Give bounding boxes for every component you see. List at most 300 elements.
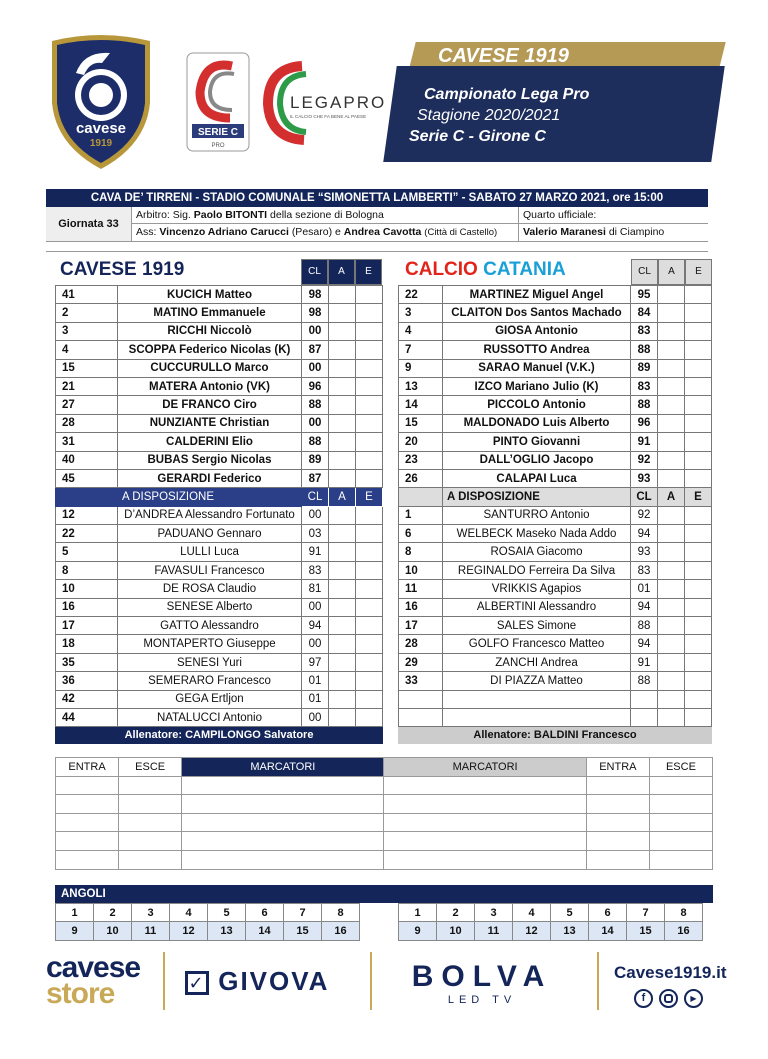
home-starter-e bbox=[356, 396, 383, 414]
home-starter-a bbox=[329, 451, 356, 469]
away-starter-e bbox=[685, 396, 712, 414]
away-starter-row bbox=[399, 304, 712, 322]
home-starter-a bbox=[329, 433, 356, 451]
home-bench-name: FAVASULI Francesco bbox=[118, 561, 302, 579]
home-bench-cl: 03 bbox=[302, 525, 329, 543]
home-bench-a bbox=[329, 617, 356, 635]
home-bench-cl: 83 bbox=[302, 561, 329, 579]
away-starter-row bbox=[399, 414, 712, 432]
home-bench-name: SENESE Alberto bbox=[118, 598, 302, 616]
away-bench-num: 29 bbox=[399, 653, 443, 671]
scorers-cell bbox=[119, 795, 182, 814]
away-bench-a bbox=[658, 617, 685, 635]
cavese-store-logo bbox=[46, 951, 141, 1010]
store-text-1: cavese bbox=[46, 951, 141, 984]
home-starter-a bbox=[329, 377, 356, 395]
away-starter-name: GIOSA Antonio bbox=[443, 322, 631, 340]
home-roster bbox=[55, 285, 383, 727]
home-starter-num: 3 bbox=[56, 322, 118, 340]
corner-cell: 7 bbox=[284, 904, 322, 922]
away-starter-a bbox=[658, 451, 685, 469]
away-starter-row bbox=[399, 341, 712, 359]
home-starter-row bbox=[56, 341, 383, 359]
away-starter-e bbox=[685, 377, 712, 395]
home-starter-num: 4 bbox=[56, 341, 118, 359]
scorers-cell bbox=[56, 776, 119, 795]
away-bench-col-cl: CL bbox=[631, 488, 658, 506]
away-corners-row bbox=[399, 922, 703, 940]
home-bench-num: 18 bbox=[56, 635, 118, 653]
away-bench-e bbox=[685, 672, 712, 690]
series: Serie C - Girone C bbox=[409, 128, 546, 145]
away-starter-a bbox=[658, 469, 685, 487]
away-bench-row bbox=[399, 543, 712, 561]
home-starter-num: 31 bbox=[56, 433, 118, 451]
home-bench-e bbox=[356, 672, 383, 690]
away-roster bbox=[398, 285, 712, 727]
away-bench-row bbox=[399, 561, 712, 579]
home-bench-name: MONTAPERTO Giuseppe bbox=[118, 635, 302, 653]
corner-cell: 9 bbox=[399, 922, 437, 940]
home-bench-name: NATALUCCI Antonio bbox=[118, 708, 302, 726]
home-starter-name: CUCCURULLO Marco bbox=[118, 359, 302, 377]
scorers-cell bbox=[384, 850, 586, 869]
home-starter-row bbox=[56, 433, 383, 451]
away-bench-num bbox=[399, 690, 443, 708]
corner-cell: 4 bbox=[170, 904, 208, 922]
away-bench-cl: 94 bbox=[631, 525, 658, 543]
away-bench-name: ALBERTINI Alessandro bbox=[443, 598, 631, 616]
referee-prefix: Arbitro: Sig. bbox=[136, 209, 191, 221]
away-bench-cl: 88 bbox=[631, 617, 658, 635]
corner-cell: 3 bbox=[132, 904, 170, 922]
home-starter-a bbox=[329, 304, 356, 322]
scorers-cell bbox=[119, 832, 182, 851]
away-bench-e bbox=[685, 580, 712, 598]
away-starter-cl: 95 bbox=[631, 286, 658, 304]
season: Stagione 2020/2021 bbox=[417, 107, 561, 124]
corner-cell: 5 bbox=[208, 904, 246, 922]
home-starter-num: 15 bbox=[56, 359, 118, 377]
home-starter-a bbox=[329, 414, 356, 432]
away-bench-a bbox=[658, 653, 685, 671]
home-starter-num: 45 bbox=[56, 469, 118, 487]
away-starter-num: 4 bbox=[399, 322, 443, 340]
serie-c-logo bbox=[186, 52, 250, 152]
away-bench-name: ZANCHI Andrea bbox=[443, 653, 631, 671]
legapro-label: LEGAPRO bbox=[290, 93, 387, 112]
scorers-cell bbox=[649, 832, 712, 851]
home-starter-cl: 00 bbox=[302, 322, 329, 340]
away-bench-col-a: A bbox=[658, 488, 685, 506]
away-bench-row bbox=[399, 653, 712, 671]
assistants-prefix: Ass: bbox=[136, 226, 157, 238]
home-bench-cl: 00 bbox=[302, 635, 329, 653]
home-bench-num: 22 bbox=[56, 525, 118, 543]
home-starter-row bbox=[56, 469, 383, 487]
scorers-cell bbox=[384, 795, 586, 814]
away-team-name-part2: CATANIA bbox=[483, 259, 566, 280]
home-starter-e bbox=[356, 304, 383, 322]
home-starter-e bbox=[356, 341, 383, 359]
corner-cell: 6 bbox=[246, 904, 284, 922]
away-team-name-part1: CALCIO bbox=[405, 259, 478, 280]
website[interactable]: Cavese1919.it bbox=[614, 963, 727, 982]
home-bench-a bbox=[329, 525, 356, 543]
away-starter-a bbox=[658, 377, 685, 395]
bolva-text: BOLVA bbox=[411, 960, 553, 993]
club-title: CAVESE 1919 bbox=[438, 45, 569, 67]
home-bench-a bbox=[329, 708, 356, 726]
home-bench-name: LULLI Luca bbox=[118, 543, 302, 561]
away-corners-row bbox=[399, 904, 703, 922]
serie-c-label: SERIE C bbox=[197, 127, 239, 138]
away-bench-a bbox=[658, 598, 685, 616]
corner-cell: 12 bbox=[170, 922, 208, 940]
away-starter-a bbox=[658, 341, 685, 359]
away-starter-a bbox=[658, 359, 685, 377]
away-starter-cl: 89 bbox=[631, 359, 658, 377]
away-starter-cl: 92 bbox=[631, 451, 658, 469]
away-bench-row bbox=[399, 708, 712, 726]
home-bench-e bbox=[356, 561, 383, 579]
away-bench-row bbox=[399, 580, 712, 598]
home-bench-name: GATTO Alessandro bbox=[118, 617, 302, 635]
away-bench-e bbox=[685, 653, 712, 671]
home-bench-cl: 91 bbox=[302, 543, 329, 561]
away-starter-row bbox=[399, 359, 712, 377]
bolva-sub: LED TV bbox=[447, 994, 517, 1006]
home-bench-cl: 01 bbox=[302, 672, 329, 690]
away-starter-row bbox=[399, 451, 712, 469]
away-bench-e bbox=[685, 543, 712, 561]
assistant-1: Vincenzo Adriano Carucci bbox=[159, 226, 289, 238]
away-bench-cl bbox=[631, 690, 658, 708]
away-bench-num: 8 bbox=[399, 543, 443, 561]
home-starter-cl: 00 bbox=[302, 359, 329, 377]
home-corners bbox=[55, 903, 360, 941]
scorers-cell bbox=[182, 832, 384, 851]
away-starter-num: 9 bbox=[399, 359, 443, 377]
away-bench-name: ROSAIA Giacomo bbox=[443, 543, 631, 561]
logo-text: cavese bbox=[75, 120, 127, 137]
away-starter-e bbox=[685, 414, 712, 432]
home-starter-cl: 96 bbox=[302, 377, 329, 395]
corner-cell: 4 bbox=[513, 904, 551, 922]
home-bench-row bbox=[56, 635, 383, 653]
away-bench-name bbox=[443, 708, 631, 726]
home-bench-row bbox=[56, 525, 383, 543]
corner-cell: 1 bbox=[399, 904, 437, 922]
givova-logo bbox=[185, 966, 329, 997]
away-bench-row bbox=[399, 672, 712, 690]
corner-cell: 14 bbox=[589, 922, 627, 940]
away-bench-name: REGINALDO Ferreira Da Silva bbox=[443, 561, 631, 579]
away-bench-name bbox=[443, 690, 631, 708]
home-starter-a bbox=[329, 359, 356, 377]
away-starter-a bbox=[658, 414, 685, 432]
home-bench-num: 8 bbox=[56, 561, 118, 579]
scorers-cell bbox=[649, 850, 712, 869]
away-starter-name: RUSSOTTO Andrea bbox=[443, 341, 631, 359]
away-bench-name: GOLFO Francesco Matteo bbox=[443, 635, 631, 653]
home-starter-row bbox=[56, 304, 383, 322]
referee-line bbox=[132, 207, 518, 224]
away-starter-e bbox=[685, 304, 712, 322]
away-bench-num: 33 bbox=[399, 672, 443, 690]
home-bench-num: 12 bbox=[56, 506, 118, 524]
corner-cell: 16 bbox=[665, 922, 703, 940]
home-starter-num: 40 bbox=[56, 451, 118, 469]
home-starter-row bbox=[56, 451, 383, 469]
home-bench-a bbox=[329, 653, 356, 671]
youtube-icon[interactable]: ▶ bbox=[684, 989, 703, 1008]
home-bench-e bbox=[356, 690, 383, 708]
away-bench-e bbox=[685, 690, 712, 708]
home-bench-row bbox=[56, 561, 383, 579]
away-starter-num: 14 bbox=[399, 396, 443, 414]
home-starter-row bbox=[56, 322, 383, 340]
home-starter-row bbox=[56, 286, 383, 304]
away-bench-num: 1 bbox=[399, 506, 443, 524]
away-starter-e bbox=[685, 359, 712, 377]
home-starter-cl: 88 bbox=[302, 396, 329, 414]
home-bench-name: D’ANDREA Alessandro Fortunato bbox=[118, 506, 302, 524]
corner-cell: 11 bbox=[132, 922, 170, 940]
away-bench-row bbox=[399, 525, 712, 543]
home-starter-name: SCOPPA Federico Nicolas (K) bbox=[118, 341, 302, 359]
home-bench-e bbox=[356, 598, 383, 616]
home-starter-e bbox=[356, 451, 383, 469]
scorers-cell bbox=[182, 795, 384, 814]
home-bench-name: DE ROSA Claudio bbox=[118, 580, 302, 598]
home-starter-e bbox=[356, 414, 383, 432]
corner-cell: 15 bbox=[284, 922, 322, 940]
away-bench-name: DI PIAZZA Matteo bbox=[443, 672, 631, 690]
home-entra-header: ENTRA bbox=[56, 758, 119, 777]
away-bench-row bbox=[399, 690, 712, 708]
home-starter-a bbox=[329, 322, 356, 340]
home-bench-num: 17 bbox=[56, 617, 118, 635]
away-bench-cl bbox=[631, 708, 658, 726]
home-bench-e bbox=[356, 525, 383, 543]
home-col-cl: CL bbox=[301, 259, 328, 285]
footer-separator bbox=[597, 952, 599, 1010]
away-starter-name: CALAPAI Luca bbox=[443, 469, 631, 487]
away-bench-a bbox=[658, 525, 685, 543]
away-bench-row bbox=[399, 506, 712, 524]
away-bench-row bbox=[399, 617, 712, 635]
corner-cell: 13 bbox=[208, 922, 246, 940]
home-bench-a bbox=[329, 635, 356, 653]
away-bench-cl: 93 bbox=[631, 543, 658, 561]
home-bench-cl: 00 bbox=[302, 598, 329, 616]
away-starter-num: 13 bbox=[399, 377, 443, 395]
home-bench-name: GEGA Ertljon bbox=[118, 690, 302, 708]
corners-title: ANGOLI bbox=[55, 885, 713, 903]
corner-cell: 7 bbox=[627, 904, 665, 922]
scorers-cell bbox=[586, 850, 649, 869]
home-starter-num: 21 bbox=[56, 377, 118, 395]
away-bench-a bbox=[658, 690, 685, 708]
away-bench-a bbox=[658, 580, 685, 598]
away-bench-a bbox=[658, 708, 685, 726]
scorers-row bbox=[56, 795, 713, 814]
home-bench-num: 36 bbox=[56, 672, 118, 690]
home-bench-cl: 00 bbox=[302, 708, 329, 726]
away-starter-row bbox=[399, 433, 712, 451]
away-bench-e bbox=[685, 525, 712, 543]
away-corners bbox=[398, 903, 703, 941]
home-starter-name: MATERA Antonio (VK) bbox=[118, 377, 302, 395]
away-starter-row bbox=[399, 396, 712, 414]
away-starter-name: PINTO Giovanni bbox=[443, 433, 631, 451]
home-bench-name: SEMERARO Francesco bbox=[118, 672, 302, 690]
legapro-logo bbox=[262, 58, 387, 148]
scorers-cell bbox=[649, 795, 712, 814]
away-team-name bbox=[405, 259, 566, 281]
legapro-tagline: IL CALCIO CHE FA BENE AL PAESE bbox=[290, 114, 367, 119]
scorers-cell bbox=[182, 776, 384, 795]
home-bench-row bbox=[56, 653, 383, 671]
corner-cell: 8 bbox=[665, 904, 703, 922]
away-starter-row bbox=[399, 469, 712, 487]
away-bench-a bbox=[658, 506, 685, 524]
corner-cell: 10 bbox=[94, 922, 132, 940]
away-bench-col-e: E bbox=[685, 488, 712, 506]
home-starter-num: 27 bbox=[56, 396, 118, 414]
away-bench-cl: 94 bbox=[631, 598, 658, 616]
assistant-2: Andrea Cavotta bbox=[343, 226, 422, 238]
home-bench-cl: 97 bbox=[302, 653, 329, 671]
away-starter-num: 23 bbox=[399, 451, 443, 469]
fourth-official-line bbox=[518, 224, 708, 242]
away-starter-name: IZCO Mariano Julio (K) bbox=[443, 377, 631, 395]
home-bench-e bbox=[356, 635, 383, 653]
away-bench-e bbox=[685, 708, 712, 726]
home-bench-e bbox=[356, 653, 383, 671]
scorers-cell bbox=[56, 832, 119, 851]
scorers-cell bbox=[182, 850, 384, 869]
cavese-logo bbox=[46, 33, 156, 171]
scorers-cell bbox=[56, 795, 119, 814]
corner-cell: 13 bbox=[551, 922, 589, 940]
away-esce-header: ESCE bbox=[649, 758, 712, 777]
home-bench-a bbox=[329, 690, 356, 708]
scorers-cell bbox=[119, 813, 182, 832]
away-starter-num: 22 bbox=[399, 286, 443, 304]
away-bench-e bbox=[685, 617, 712, 635]
home-starter-name: GERARDI Federico bbox=[118, 469, 302, 487]
scorers-cell bbox=[384, 832, 586, 851]
referee-suffix: della sezione di Bologna bbox=[270, 209, 384, 221]
home-col-a: A bbox=[328, 259, 355, 285]
home-esce-header: ESCE bbox=[119, 758, 182, 777]
away-bench-a bbox=[658, 543, 685, 561]
home-starter-num: 41 bbox=[56, 286, 118, 304]
scorers-cell bbox=[119, 850, 182, 869]
home-bench-cl: 81 bbox=[302, 580, 329, 598]
scorers-grid bbox=[55, 757, 713, 870]
fourth-official-name: Valerio Maranesi bbox=[523, 226, 606, 238]
away-starter-row bbox=[399, 286, 712, 304]
corner-cell: 16 bbox=[322, 922, 360, 940]
away-starter-e bbox=[685, 286, 712, 304]
scorers-cell bbox=[586, 795, 649, 814]
away-bench-num: 6 bbox=[399, 525, 443, 543]
away-bench-a bbox=[658, 561, 685, 579]
away-starter-name: CLAITON Dos Santos Machado bbox=[443, 304, 631, 322]
championship: Campionato Lega Pro bbox=[424, 86, 590, 103]
footer-separator bbox=[370, 952, 372, 1010]
home-starter-cl: 98 bbox=[302, 304, 329, 322]
away-starter-a bbox=[658, 286, 685, 304]
home-starter-row bbox=[56, 377, 383, 395]
corner-cell: 5 bbox=[551, 904, 589, 922]
scorers-cell bbox=[384, 776, 586, 795]
home-bench-row bbox=[56, 598, 383, 616]
away-starter-row bbox=[399, 377, 712, 395]
home-bench-col-a: A bbox=[329, 488, 356, 506]
home-starter-e bbox=[356, 322, 383, 340]
away-bench-cl: 88 bbox=[631, 672, 658, 690]
home-bench-name: PADUANO Gennaro bbox=[118, 525, 302, 543]
away-bench-e bbox=[685, 598, 712, 616]
away-starter-name: MALDONADO Luis Alberto bbox=[443, 414, 631, 432]
away-bench-num: 11 bbox=[399, 580, 443, 598]
home-bench-row bbox=[56, 617, 383, 635]
scorers-row bbox=[56, 850, 713, 869]
corner-cell: 6 bbox=[589, 904, 627, 922]
away-starter-cl: 96 bbox=[631, 414, 658, 432]
home-bench-a bbox=[329, 543, 356, 561]
away-bench-name: SALES Simone bbox=[443, 617, 631, 635]
scorers-row bbox=[56, 832, 713, 851]
home-bench-cl: 94 bbox=[302, 617, 329, 635]
scorers-cell bbox=[649, 813, 712, 832]
home-col-e: E bbox=[355, 259, 382, 285]
away-starter-e bbox=[685, 469, 712, 487]
away-starter-num: 20 bbox=[399, 433, 443, 451]
away-bench-num: 28 bbox=[399, 635, 443, 653]
scorers-row bbox=[56, 776, 713, 795]
away-coach: Allenatore: BALDINI Francesco bbox=[398, 727, 712, 744]
scorers-cell bbox=[649, 776, 712, 795]
home-bench-e bbox=[356, 617, 383, 635]
away-starter-cl: 83 bbox=[631, 377, 658, 395]
match-officials bbox=[46, 207, 708, 252]
scorers-cell bbox=[586, 776, 649, 795]
away-starter-name: MARTINEZ Miguel Angel bbox=[443, 286, 631, 304]
away-starter-cl: 88 bbox=[631, 341, 658, 359]
away-starter-cl: 88 bbox=[631, 396, 658, 414]
away-starter-e bbox=[685, 322, 712, 340]
away-starter-e bbox=[685, 341, 712, 359]
away-starter-row bbox=[399, 322, 712, 340]
away-starter-num: 7 bbox=[399, 341, 443, 359]
corner-cell: 12 bbox=[513, 922, 551, 940]
facebook-icon[interactable]: f bbox=[634, 989, 653, 1008]
corner-cell: 14 bbox=[246, 922, 284, 940]
home-starter-cl: 89 bbox=[302, 451, 329, 469]
home-starter-num: 28 bbox=[56, 414, 118, 432]
instagram-icon[interactable] bbox=[659, 989, 678, 1008]
home-starter-a bbox=[329, 469, 356, 487]
away-bench-cl: 92 bbox=[631, 506, 658, 524]
away-starter-cl: 91 bbox=[631, 433, 658, 451]
home-bench-e bbox=[356, 580, 383, 598]
home-bench-name: SENESI Yuri bbox=[118, 653, 302, 671]
